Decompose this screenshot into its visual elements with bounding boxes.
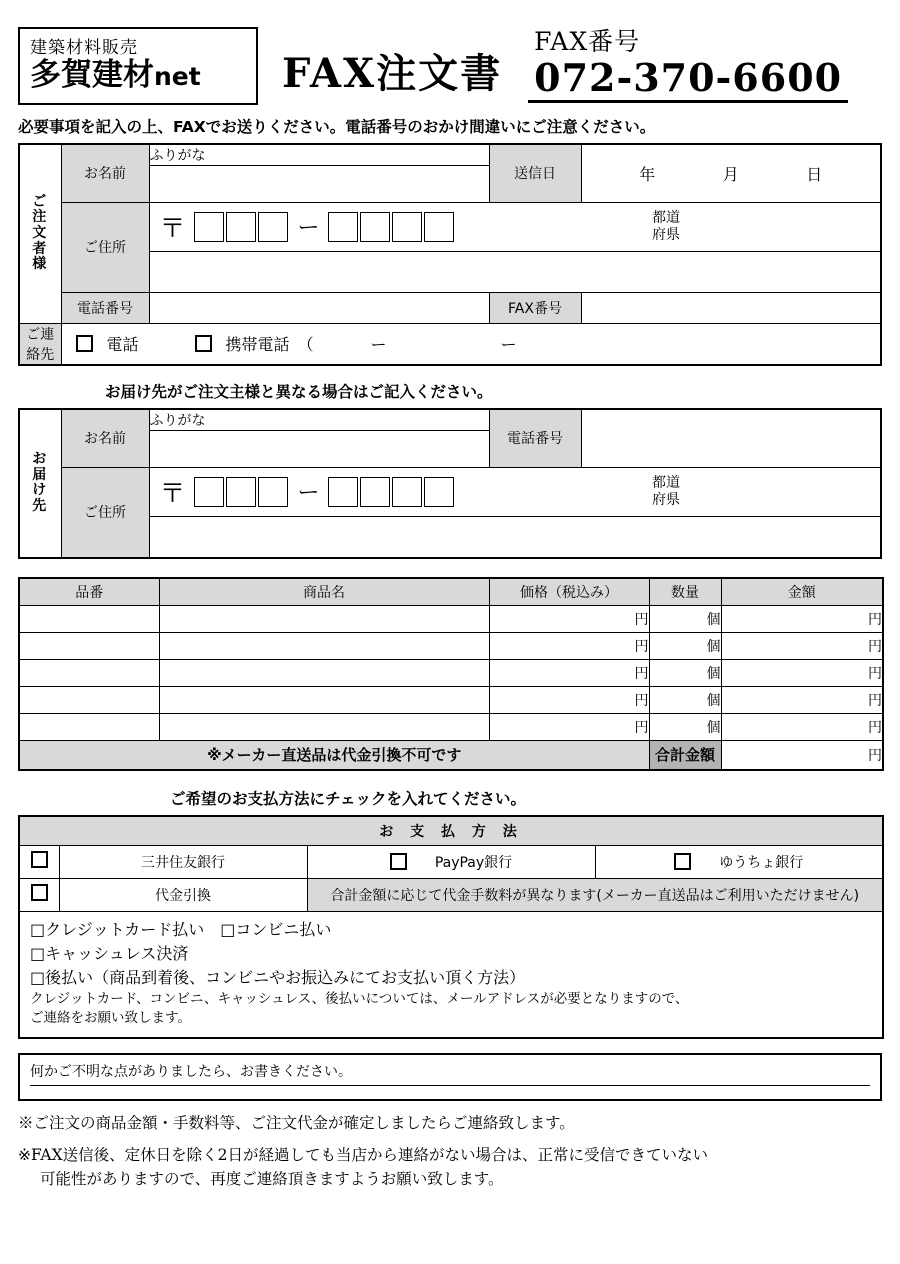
cell-price[interactable]: 円 xyxy=(489,605,649,632)
footer-notes xyxy=(18,1111,882,1191)
total-value[interactable]: 円 xyxy=(721,740,883,770)
cell-name[interactable] xyxy=(159,659,489,686)
prefecture-label: 都道 府県 xyxy=(652,474,680,508)
orderer-tel-input[interactable] xyxy=(149,292,489,323)
payment-notice: ご希望のお支払方法にチェックを入れてください。 xyxy=(170,789,527,808)
total-label: 合計金額 xyxy=(649,740,721,770)
cell-qty[interactable]: 個 xyxy=(649,632,721,659)
contact-dash-2: ー xyxy=(500,335,517,355)
column-header-name: 商品名 xyxy=(159,578,489,606)
payment-section xyxy=(18,815,882,1039)
company-logo xyxy=(18,27,258,105)
cell-qty[interactable]: 個 xyxy=(649,659,721,686)
postal-box[interactable] xyxy=(258,212,288,242)
cell-amount[interactable]: 円 xyxy=(721,713,883,740)
items-table xyxy=(18,577,884,771)
orderer-name-input[interactable] xyxy=(149,165,489,202)
logo-name: 多賀建材net xyxy=(30,56,201,93)
cell-qty[interactable]: 個 xyxy=(649,713,721,740)
payment-option-daibiki[interactable]: 代金引換 xyxy=(59,878,307,911)
column-header-qty: 数量 xyxy=(649,578,721,606)
column-header-amount: 金額 xyxy=(721,578,883,606)
postal-box[interactable] xyxy=(226,212,256,242)
free-comment-prompt: 何かご不明な点がありましたら、お書きください。 xyxy=(30,1061,870,1086)
postal-box[interactable] xyxy=(194,212,224,242)
shipping-address-label: ご住所 xyxy=(61,467,149,558)
logo-tagline: 建築材料販売 xyxy=(30,37,138,58)
cell-name[interactable] xyxy=(159,686,489,713)
fax-number-block xyxy=(528,22,848,103)
payment-option-yucho: ゆうちょ銀行 xyxy=(719,854,804,871)
payment-extra-note-2: ご連絡をお願い致します。 xyxy=(30,1010,191,1027)
postal-box[interactable] xyxy=(226,477,256,507)
column-header-code: 品番 xyxy=(19,578,159,606)
postal-box[interactable] xyxy=(392,477,422,507)
postal-box[interactable] xyxy=(424,212,454,242)
page-title: FAX注文書 xyxy=(282,49,503,97)
checkbox-yucho[interactable] xyxy=(674,853,691,870)
postal-box[interactable] xyxy=(360,477,390,507)
cell-price[interactable]: 円 xyxy=(489,686,649,713)
shipping-address-input[interactable] xyxy=(149,516,881,558)
postal-dash: ー xyxy=(297,481,320,507)
orderer-tel-label: 電話番号 xyxy=(61,292,149,323)
shipping-postal-row[interactable] xyxy=(149,467,881,516)
postal-box[interactable] xyxy=(360,212,390,242)
contact-tel-label: 電話 xyxy=(106,335,139,355)
postal-box[interactable] xyxy=(258,477,288,507)
cell-amount[interactable]: 円 xyxy=(721,686,883,713)
cell-amount[interactable]: 円 xyxy=(721,632,883,659)
orderer-address-label: ご住所 xyxy=(61,202,149,292)
postal-mark-icon: 〒 xyxy=(159,479,186,510)
payment-extra-line-2[interactable]: □キャッシュレス決済 xyxy=(30,943,189,963)
footer-note-line-1: ※ご注文の商品金額・手数料等、ご注文代金が確定しましたらご連絡致します。 xyxy=(18,1114,575,1133)
cell-price[interactable]: 円 xyxy=(489,632,649,659)
free-comment-box[interactable] xyxy=(18,1053,882,1101)
table-row[interactable] xyxy=(19,659,883,686)
contact-mobile-label: 携帯電話 （ xyxy=(225,335,314,355)
orderer-contact-label: ご連絡先 xyxy=(19,323,61,365)
orderer-fax-input[interactable] xyxy=(581,292,881,323)
shipping-tel-input[interactable] xyxy=(581,409,881,468)
page-header xyxy=(0,0,900,105)
postal-mark-icon: 〒 xyxy=(159,214,186,245)
orderer-name-label: お名前 xyxy=(61,144,149,203)
cell-price[interactable]: 円 xyxy=(489,713,649,740)
postal-dash: ー xyxy=(297,216,320,242)
contact-dash-1: ー xyxy=(370,335,387,355)
cell-price[interactable]: 円 xyxy=(489,659,649,686)
items-total-row xyxy=(19,740,883,770)
table-row[interactable] xyxy=(19,686,883,713)
payment-extra-line-1[interactable]: □クレジットカード払い □コンビニ払い xyxy=(30,919,332,939)
items-footer-note: ※メーカー直送品は代金引換不可です xyxy=(19,740,649,770)
cell-amount[interactable]: 円 xyxy=(721,659,883,686)
checkbox-daibiki[interactable] xyxy=(31,884,48,901)
cell-name[interactable] xyxy=(159,605,489,632)
shipping-name-label: お名前 xyxy=(61,409,149,468)
payment-extra-note-1: クレジットカード、コンビニ、キャッシュレス、後払いについては、メールアドレスが必要となりますので、 xyxy=(30,990,689,1007)
payment-header: お 支 払 方 法 xyxy=(19,816,883,846)
shipping-furigana-label: ふりがな xyxy=(149,409,489,431)
shipping-table xyxy=(18,408,882,559)
cell-code[interactable] xyxy=(19,605,159,632)
footer-note-line-2: ※FAX送信後、定休日を除く2日が経過しても当店から連絡がない場合は、正常に受信できていない xyxy=(18,1146,708,1165)
orderer-furigana-label: ふりがな xyxy=(149,144,489,166)
table-row[interactable] xyxy=(19,713,883,740)
fax-number-value: 072-370-6600 xyxy=(528,58,848,103)
postal-box[interactable] xyxy=(328,477,358,507)
shipping-name-input[interactable] xyxy=(149,430,489,467)
cell-qty[interactable]: 個 xyxy=(649,686,721,713)
prefecture-label: 都道 府県 xyxy=(652,209,680,243)
checkbox-daibiki-cell[interactable] xyxy=(19,878,59,911)
cell-code[interactable] xyxy=(19,632,159,659)
checkbox-mitsui[interactable] xyxy=(31,851,48,868)
send-date-field[interactable] xyxy=(581,144,881,203)
payment-table xyxy=(18,815,884,1039)
payment-fee-note: 合計金額に応じて代金手数料が異なります(メーカー直送品はご利用いただけません) xyxy=(307,878,883,911)
orderer-section xyxy=(18,143,882,366)
items-section xyxy=(18,577,882,771)
table-row[interactable] xyxy=(19,632,883,659)
fax-number-label: FAX番号 xyxy=(534,27,641,56)
cell-name[interactable] xyxy=(159,632,489,659)
date-month-label: 月 xyxy=(722,164,739,184)
orderer-side-label: ご 注 文 者 様 xyxy=(19,144,61,324)
column-header-price: 価格（税込み） xyxy=(489,578,649,606)
footer-note-line-3: 可能性がありますので、再度ご連絡頂きますようお願い致します。 xyxy=(40,1170,504,1189)
payment-option-mitsui[interactable]: 三井住友銀行 xyxy=(59,845,307,878)
payment-option-paypay: PayPay銀行 xyxy=(434,854,513,871)
orderer-fax-label: FAX番号 xyxy=(489,292,581,323)
checkbox-mitsui-cell[interactable] xyxy=(19,845,59,878)
payment-option-paypay-cell[interactable] xyxy=(307,845,595,878)
cell-name[interactable] xyxy=(159,713,489,740)
cell-amount[interactable]: 円 xyxy=(721,605,883,632)
orderer-contact-row[interactable] xyxy=(61,323,881,365)
cell-code[interactable] xyxy=(19,686,159,713)
send-date-label: 送信日 xyxy=(489,144,581,203)
cell-code[interactable] xyxy=(19,659,159,686)
cell-qty[interactable]: 個 xyxy=(649,605,721,632)
date-year-label: 年 xyxy=(639,164,656,184)
shipping-section xyxy=(18,408,882,559)
shipping-tel-label: 電話番号 xyxy=(489,409,581,468)
orderer-address-input[interactable] xyxy=(149,251,881,292)
checkbox-contact-mobile[interactable] xyxy=(195,335,212,352)
top-notice: 必要事項を記入の上、FAXでお送りください。電話番号のおかけ間違いにご注意ください。 xyxy=(18,117,656,136)
shipping-notice: お届け先がご注文主様と異なる場合はご記入ください。 xyxy=(105,382,493,401)
checkbox-paypay[interactable] xyxy=(390,853,407,870)
payment-option-yucho-cell[interactable] xyxy=(595,845,883,878)
orderer-postal-row[interactable] xyxy=(149,202,881,251)
items-header-row xyxy=(19,578,883,606)
table-row[interactable] xyxy=(19,605,883,632)
postal-box[interactable] xyxy=(392,212,422,242)
checkbox-contact-tel[interactable] xyxy=(76,335,93,352)
shipping-side-label: お 届 け 先 xyxy=(19,409,61,558)
date-day-label: 日 xyxy=(806,164,823,184)
postal-box[interactable] xyxy=(328,212,358,242)
cell-code[interactable] xyxy=(19,713,159,740)
orderer-table xyxy=(18,143,882,366)
postal-box[interactable] xyxy=(424,477,454,507)
postal-box[interactable] xyxy=(194,477,224,507)
payment-extra-line-3[interactable]: □後払い（商品到着後、コンビニやお振込みにてお支払い頂く方法） xyxy=(30,967,526,987)
logo-net-suffix: net xyxy=(154,61,201,91)
payment-extra-options[interactable] xyxy=(19,911,883,1038)
